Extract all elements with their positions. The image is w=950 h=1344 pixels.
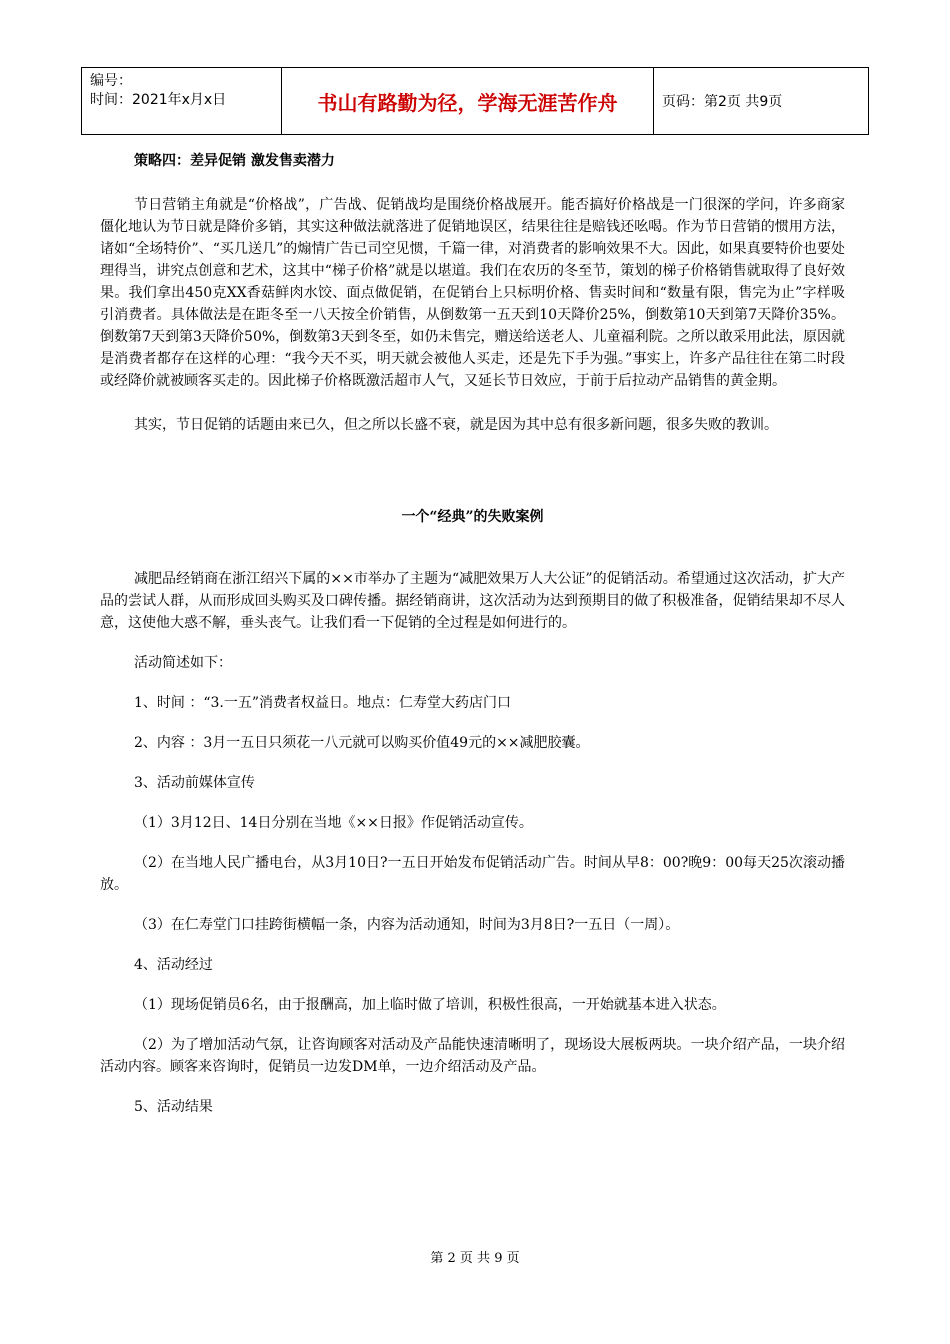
- case-title: 一个“经典”的失败案例: [401, 509, 544, 525]
- paragraph: （1）3月12日、14日分别在当地《××日报》作促销活动宣传。: [134, 815, 533, 831]
- header-motto: 书山有路勤为径，学海无涯苦作舟: [282, 68, 654, 134]
- paragraph: （2）为了增加活动气氛，让咨询顾客对活动及产品能快速清晰明了，现场设大展板两块。一块介绍产品，一块介绍活动内容。顾客来咨询时，促销员一边发DM单，一边介绍活动及产品。: [100, 1037, 845, 1075]
- paragraph: （1）现场促销员6名，由于报酬高，加上临时做了培训，积极性很高，一开始就基本进入状态。: [134, 997, 726, 1013]
- paragraph: 减肥品经销商在浙江绍兴下属的××市举办了主题为“减肥效果万人大公证”的促销活动。希望通过这次活动，扩大产品的尝试人群，从而形成回头购买及口碑传播。据经销商讲，这次活动为达到预期目的做了积极准备，促销结果却不尽人意，这使他大惑不解，垂头丧气。让我们看一下促销的全过程是如何进行的。: [100, 571, 845, 631]
- paragraph: 活动简述如下：: [134, 655, 232, 671]
- paragraph: （3）在仁寿堂门口挂跨街横幅一条，内容为活动通知，时间为3月8日?一五日（一周）。: [134, 917, 680, 933]
- header-info: [82, 68, 282, 134]
- paragraph: （2）在当地人民广播电台，从3月10日?一五日开始发布促销活动广告。时间从早8：00?晚9：00每天25次滚动播放。: [100, 855, 845, 893]
- document-body: [100, 150, 845, 1118]
- paragraph: 1、时间 ：“3.一五”消费者权益日。地点：仁寿堂大药店门口: [134, 695, 512, 711]
- paragraph: 其实，节日促销的话题由来已久，但之所以长盛不衰，就是因为其中总有很多新问题，很多失败的教训。: [134, 417, 778, 433]
- paragraph: 节日营销主角就是“价格战”，广告战、促销战均是围绕价格战展开。能否搞好价格战是一门很深的学问，许多商家僵化地认为节日就是降价多销，其实这种做法就落进了促销地误区，结果往往是赔钱还吆喝。作为节日营销的惯用方法，诸如“全场特价”、“买几送几”的煽情广告已司空见惯，千篇一律，对消费者的影响效果不大。因此，如果真要特价也要处理得当，讲究点创意和艺术，这其中“梯子价格”就是以堪道。我们在农历的冬至节，策划的梯子价格销售就取得了良好效果。我们拿出450克XX香菇鲜肉水饺、面点做促销，在促销台上只标明价格、售卖时间和“数量有限，售完为止”字样吸引消费者。具体做法是在距冬至一八天按全价销售，从倒数第一五天到10天降价25%，倒数第10天到第7天降价35%。倒数第7天到第3天降价50%，倒数第3天到冬至，如仍未售完，赠送给送老人、儿童福利院。之所以敢采用此法，原因就是消费者都存在这样的心理：“我今天不买，明天就会被他人买走，还是先下手为强。”事实上，许多产品往往在第二时段或经降价就被顾客买走的。因此梯子价格既激活超市人气，又延长节日效应，于前于后拉动产品销售的黄金期。: [100, 197, 845, 389]
- header-table: [81, 67, 869, 135]
- strategy-title: 策略四：差异促销 激发售卖潜力: [134, 153, 335, 169]
- time-label: 时间：2021年x月x日: [90, 92, 227, 108]
- page-footer: 第 2 页 共 9 页: [430, 1251, 520, 1266]
- paragraph: 5、活动结果: [134, 1099, 213, 1115]
- header-page: 页码：第2页 共9页: [662, 94, 783, 110]
- paragraph: 3、活动前媒体宣传: [134, 775, 255, 791]
- number-label: 编号：: [90, 73, 132, 89]
- paragraph: 4、活动经过: [134, 957, 213, 973]
- paragraph: 2、内容 ：3月一五日只须花一八元就可以购买价值49元的××减肥胶囊。: [134, 735, 590, 751]
